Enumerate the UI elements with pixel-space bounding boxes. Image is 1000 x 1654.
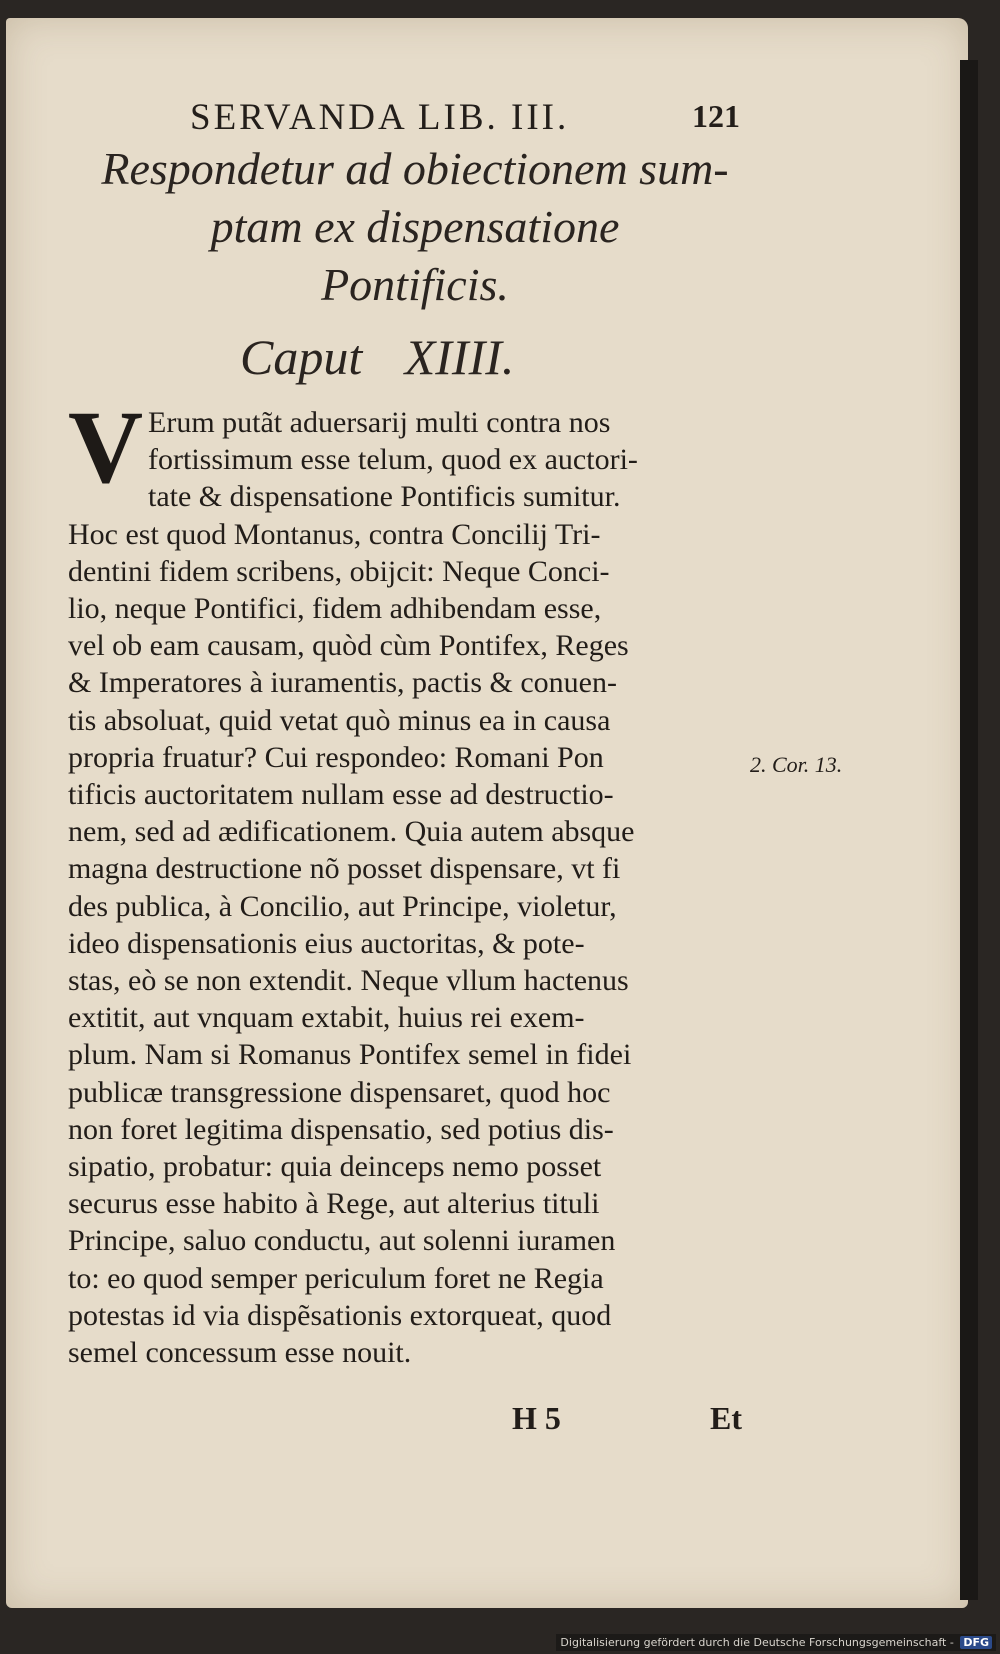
body-text [68, 404, 743, 1371]
text-line: non foret legitima dispensatio, sed potius dis- [68, 1112, 614, 1146]
text-line: lio, neque Pontifici, fidem adhibendam esse, [68, 592, 602, 626]
text-line: extitit, aut vnquam extabit, huius rei exem- [68, 1001, 585, 1035]
text-line: magna destructione nõ posset dispensare, vt fi [68, 852, 621, 886]
text-line: tis absoluat, quid vetat quò minus ea in causa [68, 703, 611, 737]
credit-text: Digitalisierung gefördert durch die Deutsche Forschungsgemeinschaft - [560, 1636, 954, 1649]
signature-mark: H 5 [512, 1400, 561, 1436]
text-line: tificis auctoritatem nullam esse ad destructio- [68, 778, 614, 812]
text-line: plum. Nam si Romanus Pontifex semel in fidei [68, 1038, 632, 1072]
text-line: potestas id via dispẽsationis extorqueat, quod [68, 1298, 612, 1332]
text-line: securus esse habito à Rege, aut alterius tituli [68, 1187, 600, 1221]
text-line: Erum putãt aduersarij multi contra nos [148, 406, 611, 439]
text-line: propria fruatur? Cui respondeo: Romani Pon [68, 740, 604, 774]
text-line: publicæ transgressione dispensaret, quod hoc [68, 1075, 611, 1109]
text-line: semel concessum esse nouit. [68, 1336, 412, 1370]
margin-note: 2. Cor. 13. [750, 752, 843, 777]
page-edge-shadow [960, 60, 978, 1600]
running-head: SERVANDA LIB. III. [190, 97, 570, 138]
text-line: sipatio, probatur: quia deinceps nemo posset [68, 1150, 602, 1184]
chapter-title-line: Pontificis. [321, 259, 509, 310]
digitization-credit [556, 1634, 996, 1651]
text-line: fortissimum esse telum, quod ex auctori- [148, 443, 638, 477]
chapter-title [95, 140, 735, 314]
chapter-number: Caput XIIII. [240, 329, 515, 385]
text-line: nem, sed ad ædificationem. Quia autem absque [68, 815, 635, 849]
text-line: & Imperatores à iuramentis, pactis & conuen- [68, 666, 617, 700]
text-line: vel ob eam causam, quòd cùm Pontifex, Reges [68, 629, 629, 663]
text-line: des publica, à Concilio, aut Principe, violetur, [68, 889, 617, 923]
text-line: stas, eò se non extendit. Neque vllum hactenus [68, 964, 629, 998]
text-line: to: eo quod semper periculum foret ne Regia [68, 1261, 604, 1295]
text-line: Hoc est quod Montanus, contra Concilij Tri- [68, 517, 601, 551]
chapter-title-line: Respondetur ad obiectionem sum- [101, 143, 729, 194]
text-line: dentini fidem scribens, obijcit: Neque Conci- [68, 554, 610, 588]
catchword: Et [710, 1400, 742, 1436]
folio-number: 121 [692, 98, 740, 134]
dfg-logo: DFG [960, 1636, 992, 1649]
chapter-title-line: ptam ex dispensatione [210, 201, 620, 252]
drop-capital: V [68, 390, 144, 505]
text-line: Principe, saluo conductu, aut solenni iuramen [68, 1224, 616, 1258]
text-line: ideo dispensationis eius auctoritas, & pote- [68, 926, 585, 960]
text-line: tate & dispensatione Pontificis sumitur. [148, 480, 621, 514]
